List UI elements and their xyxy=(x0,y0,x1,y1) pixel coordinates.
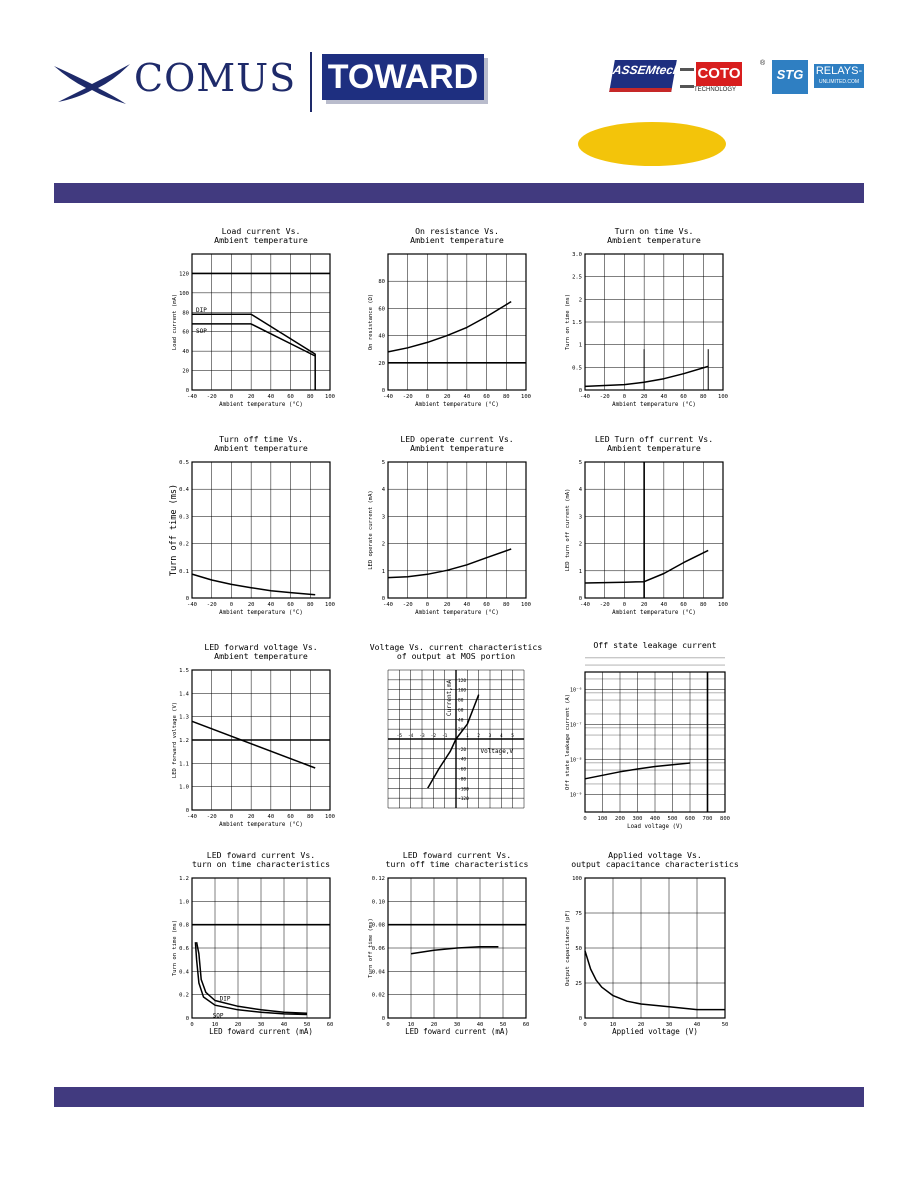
chart-c11 xyxy=(368,850,529,1036)
chart-title: Turn off time Vs. xyxy=(219,434,303,444)
y-tick-label: 0 xyxy=(381,1016,385,1022)
y-tick-label: 2.5 xyxy=(572,274,582,281)
y-tick-label: 2 xyxy=(381,541,385,548)
x-tick-label: 2 xyxy=(477,734,481,739)
x-tick-label: 60 xyxy=(287,602,294,608)
x-tick-label: -40 xyxy=(580,602,590,608)
y-axis-label: Output capacitance (pF) xyxy=(565,909,571,987)
x-tick-label: 40 xyxy=(476,1022,484,1028)
y-tick-label: 75 xyxy=(575,911,582,917)
plot-frame xyxy=(388,462,526,598)
x-tick-label: 40 xyxy=(280,1022,288,1028)
x-tick-label: 400 xyxy=(650,816,660,822)
x-tick-label: 0 xyxy=(622,602,627,608)
y-tick-label: 3 xyxy=(381,514,385,521)
x-tick-label: 100 xyxy=(718,394,728,400)
x-tick-label: 20 xyxy=(234,1022,242,1028)
x-tick-label: -4 xyxy=(407,734,414,739)
series-label: SOP xyxy=(212,1012,224,1020)
x-tick-label: 60 xyxy=(287,394,294,400)
x-tick-label: 60 xyxy=(680,602,687,608)
chart-c6 xyxy=(565,434,728,616)
x-axis-label: Ambient temperature (°C) xyxy=(415,610,499,616)
x-tick-label: 40 xyxy=(660,602,668,608)
y-axis-label: Off state leakage current (A) xyxy=(565,693,571,791)
coto-subtitle: TECHNOLOGY xyxy=(694,87,737,93)
x-tick-label: 80 xyxy=(502,602,510,608)
x-tick-label: 40 xyxy=(463,602,471,608)
x-tick-label: 80 xyxy=(306,602,314,608)
x-tick-label: 20 xyxy=(247,394,255,400)
x-tick-label: -3 xyxy=(419,734,425,739)
x-tick-label: 20 xyxy=(443,602,451,608)
comus-wordmark: COMUS xyxy=(134,56,297,100)
assemtech-wordmark: ASSEMtech xyxy=(609,60,677,92)
y-tick-label: 1 xyxy=(578,568,582,575)
chart-title: LED operate current Vs. xyxy=(400,434,514,444)
x-tick-label: 0 xyxy=(425,602,430,608)
x-tick-label: 50 xyxy=(499,1022,507,1028)
y-tick-label: 10⁻⁷ xyxy=(569,722,582,729)
x-tick-label: 40 xyxy=(267,602,275,608)
y-tick-label: 0 xyxy=(185,596,189,602)
x-tick-label: 30 xyxy=(453,1022,461,1028)
plot-frame xyxy=(388,254,526,390)
series-line xyxy=(192,574,315,595)
y-axis-label: On resistance (Ω) xyxy=(368,293,374,351)
chart-c4 xyxy=(169,434,335,616)
y-tick-label: 80 xyxy=(458,698,464,704)
y-tick-label: 0 xyxy=(381,388,385,394)
y-tick-label: 3.0 xyxy=(572,252,582,258)
y-tick-label: 1.0 xyxy=(179,899,189,906)
chart-title: output capacitance characteristics xyxy=(571,859,739,869)
series-line xyxy=(192,721,315,768)
y-tick-label: 0.8 xyxy=(179,922,189,929)
y-tick-label: 10⁻⁶ xyxy=(569,687,582,694)
y-tick-label: 0.04 xyxy=(371,969,385,976)
chart-c12 xyxy=(565,850,739,1036)
y-tick-label: 1.5 xyxy=(572,320,582,326)
chart-title: of output at MOS portion xyxy=(396,651,516,661)
x-tick-label: -5 xyxy=(396,734,403,739)
y-tick-label: 1.3 xyxy=(179,714,189,721)
y-tick-label: -40 xyxy=(458,757,467,763)
y-tick-label: 40 xyxy=(378,333,385,340)
x-tick-label: 4 xyxy=(499,734,503,739)
y-tick-label: 100 xyxy=(572,876,582,882)
y-tick-label: 1 xyxy=(381,568,385,575)
y-tick-label: 5 xyxy=(381,460,385,466)
y-tick-label: 1.1 xyxy=(179,761,189,768)
y-tick-label: 10⁻⁹ xyxy=(569,792,582,799)
y-tick-label: -20 xyxy=(458,747,467,753)
y-tick-label: 0.3 xyxy=(179,514,189,521)
x-tick-label: 0 xyxy=(583,1022,587,1028)
x-tick-label: 10 xyxy=(211,1022,219,1028)
y-tick-label: 4 xyxy=(381,487,385,494)
chart-title: Voltage Vs. current characteristics xyxy=(369,642,543,652)
x-tick-label: -20 xyxy=(599,394,610,400)
y-tick-label: 0.5 xyxy=(572,365,582,372)
x-tick-label: 0 xyxy=(386,1022,390,1028)
x-tick-label: -20 xyxy=(206,602,217,608)
x-tick-label: 3 xyxy=(488,734,492,739)
y-tick-label: 0.2 xyxy=(179,992,189,999)
y-tick-label: 0.2 xyxy=(179,541,189,548)
chart-c9 xyxy=(565,640,730,830)
x-tick-label: 200 xyxy=(615,816,625,822)
y-tick-label: 20 xyxy=(458,728,464,734)
toward-wordmark: TOWARD xyxy=(327,58,479,96)
y-tick-label: -100 xyxy=(458,787,469,793)
y-tick-label: 50 xyxy=(575,946,582,952)
x-tick-label: 20 xyxy=(637,1022,645,1028)
x-tick-label: 100 xyxy=(325,602,335,608)
plot-frame xyxy=(192,254,330,390)
x-axis-label: LED foward current (mA) xyxy=(405,1027,509,1036)
y-tick-label: 0 xyxy=(185,1016,189,1022)
x-tick-label: 20 xyxy=(430,1022,438,1028)
x-axis-label: Ambient temperature (°C) xyxy=(415,402,499,408)
y-tick-label: 40 xyxy=(182,349,189,356)
coto-wordmark: COTO xyxy=(696,62,742,86)
y-tick-label: 60 xyxy=(182,329,189,336)
y-tick-label: 0.5 xyxy=(179,460,189,466)
y-tick-label: 0.02 xyxy=(371,992,385,999)
y-tick-label: 3 xyxy=(578,514,582,521)
x-axis-label: Ambient temperature (°C) xyxy=(219,610,303,616)
series-line xyxy=(428,695,479,789)
y-tick-label: -80 xyxy=(458,777,467,783)
x-tick-label: 80 xyxy=(699,394,707,400)
y-tick-label: 0 xyxy=(185,808,189,814)
x-tick-label: 20 xyxy=(640,394,648,400)
y-tick-label: 0 xyxy=(185,388,189,394)
x-tick-label: 30 xyxy=(257,1022,265,1028)
x-tick-label: 60 xyxy=(483,602,490,608)
x-tick-label: 80 xyxy=(306,394,314,400)
x-tick-label: 100 xyxy=(597,816,608,822)
y-tick-label: -60 xyxy=(458,767,467,773)
chart-c5 xyxy=(368,434,531,616)
x-tick-label: 800 xyxy=(720,816,730,822)
x-tick-label: -40 xyxy=(383,602,393,608)
chart-c1 xyxy=(172,226,335,408)
x-tick-label: 40 xyxy=(267,814,275,820)
y-tick-label: 0.08 xyxy=(371,922,385,929)
x-tick-label: -40 xyxy=(187,814,197,820)
x-tick-label: 30 xyxy=(665,1022,673,1028)
x-tick-label: -20 xyxy=(402,602,413,608)
chart-title: On resistance Vs. xyxy=(415,226,499,236)
y-tick-label: 2 xyxy=(578,297,582,304)
chart-title: Turn on time Vs. xyxy=(614,226,694,236)
stg-wordmark: STG xyxy=(772,60,808,94)
relays-subtitle: UNLIMITED.COM xyxy=(819,79,859,85)
y-axis-label: Turn on time (ms) xyxy=(565,293,571,351)
y-axis-label: LED turn off current (mA) xyxy=(565,488,571,572)
y-tick-label: 0.06 xyxy=(371,946,385,952)
x-tick-label: -20 xyxy=(206,394,217,400)
y-tick-label: 40 xyxy=(458,718,464,724)
chart-title: Off state leakage current xyxy=(593,640,717,650)
series-label: DIP xyxy=(219,995,231,1003)
x-tick-label: 80 xyxy=(699,602,707,608)
y-tick-label: 120 xyxy=(179,271,189,278)
y-tick-label: 60 xyxy=(378,306,385,313)
y-tick-label: 1.4 xyxy=(179,691,189,698)
x-axis-label: Ambient temperature (°C) xyxy=(219,402,303,408)
x-tick-label: 0 xyxy=(583,816,587,822)
y-tick-label: 0 xyxy=(578,596,582,602)
x-tick-label: 20 xyxy=(247,602,255,608)
x-tick-label: 5 xyxy=(511,734,515,739)
series-label: SOP xyxy=(196,327,207,335)
y-tick-label: 60 xyxy=(458,708,464,714)
y-tick-label: 0.1 xyxy=(179,568,189,575)
chart-c2 xyxy=(368,226,531,408)
x-tick-label: 700 xyxy=(702,816,713,822)
x-tick-label: 20 xyxy=(247,814,255,820)
chart-title: Ambient temperature xyxy=(607,235,701,245)
x-tick-label: 600 xyxy=(685,816,695,822)
y-axis-label: LED operate current (mA) xyxy=(368,490,374,570)
chart-title: Load current Vs. xyxy=(221,226,301,236)
y-tick-label: 0 xyxy=(578,1016,582,1022)
x-tick-label: 80 xyxy=(306,814,314,820)
y-tick-label: 0.6 xyxy=(179,946,189,952)
x-axis-label: Ambient temperature (°C) xyxy=(612,610,696,616)
x-tick-label: 50 xyxy=(721,1022,729,1028)
x-axis-label: Ambient temperature (°C) xyxy=(219,822,303,828)
x-axis-label: Load voltage (V) xyxy=(627,824,683,830)
plot-frame xyxy=(192,462,330,598)
x-tick-label: -40 xyxy=(383,394,393,400)
y-tick-label: 20 xyxy=(378,360,385,367)
x-tick-label: 60 xyxy=(483,394,490,400)
y-axis-label: Turn on time (ms) xyxy=(172,919,178,977)
y-tick-label: 2 xyxy=(578,541,582,548)
series-line xyxy=(195,942,307,1014)
chart-title: Ambient temperature xyxy=(410,235,504,245)
x-axis-label: Voltage,V xyxy=(480,748,514,755)
chart-title: LED foward current Vs. xyxy=(206,850,316,860)
y-axis-label: Load current (mA) xyxy=(172,293,178,351)
y-axis-label: LED forward voltage (V) xyxy=(172,701,178,779)
x-tick-label: 1 xyxy=(465,734,469,739)
y-tick-label: 25 xyxy=(575,981,582,987)
chart-title: Ambient temperature xyxy=(214,235,308,245)
x-tick-label: 500 xyxy=(667,816,678,822)
chart-c10 xyxy=(172,850,333,1036)
chart-title: Applied voltage Vs. xyxy=(608,850,702,860)
x-tick-label: 40 xyxy=(660,394,668,400)
series-line xyxy=(197,942,307,1013)
x-tick-label: 100 xyxy=(521,394,531,400)
x-tick-label: 40 xyxy=(463,394,471,400)
series-line xyxy=(388,302,511,352)
y-tick-label: 1.0 xyxy=(179,784,189,791)
chart-title: Ambient temperature xyxy=(214,651,308,661)
chart-title: turn on time characteristics xyxy=(191,859,331,869)
x-tick-label: 20 xyxy=(443,394,451,400)
x-tick-label: 60 xyxy=(326,1022,334,1028)
x-tick-label: 60 xyxy=(287,814,294,820)
y-axis-label: Current,mA xyxy=(446,679,453,717)
x-tick-label: 10 xyxy=(609,1022,617,1028)
series-line xyxy=(585,366,708,386)
x-tick-label: 300 xyxy=(632,816,643,822)
y-tick-label: 80 xyxy=(182,310,189,317)
series-label: DIP xyxy=(196,307,207,315)
x-tick-label: 100 xyxy=(325,814,335,820)
x-tick-label: 0 xyxy=(229,394,234,400)
x-tick-label: 20 xyxy=(640,602,648,608)
y-tick-label: 0.4 xyxy=(179,969,189,976)
y-tick-label: 100 xyxy=(458,688,467,694)
y-tick-label: 0 xyxy=(381,596,385,602)
y-tick-label: 1.5 xyxy=(179,668,189,674)
x-tick-label: 10 xyxy=(407,1022,415,1028)
y-tick-label: 80 xyxy=(378,279,385,286)
x-tick-label: -40 xyxy=(580,394,590,400)
bottom-band xyxy=(54,1087,864,1107)
x-tick-label: 60 xyxy=(680,394,687,400)
coto-registered-mark: ® xyxy=(760,60,766,67)
x-tick-label: 100 xyxy=(325,394,335,400)
x-tick-label: -40 xyxy=(187,394,197,400)
x-tick-label: 50 xyxy=(303,1022,311,1028)
chart-title: Ambient temperature xyxy=(410,443,504,453)
x-axis-label: Ambient temperature (°C) xyxy=(612,402,696,408)
x-tick-label: -20 xyxy=(402,394,413,400)
y-tick-label: -120 xyxy=(458,797,469,803)
y-tick-label: 10⁻⁸ xyxy=(569,757,582,764)
y-tick-label: 100 xyxy=(179,290,189,297)
x-tick-label: 0 xyxy=(190,1022,194,1028)
y-tick-label: 0.10 xyxy=(371,899,385,906)
chart-title: Ambient temperature xyxy=(214,443,308,453)
series-line xyxy=(585,951,725,1010)
x-tick-label: -20 xyxy=(206,814,217,820)
chart-c8 xyxy=(370,642,543,808)
chart-title: Ambient temperature xyxy=(607,443,701,453)
y-tick-label: 1.2 xyxy=(179,876,189,882)
x-tick-label: 0 xyxy=(425,394,430,400)
x-tick-label: -20 xyxy=(599,602,610,608)
y-tick-label: 5 xyxy=(578,460,582,466)
y-tick-label: 0 xyxy=(578,388,582,394)
series-line xyxy=(585,550,708,583)
y-tick-label: 0.4 xyxy=(179,487,189,494)
relays-wordmark: RELAYS- xyxy=(815,65,863,77)
x-axis-label: Applied voltage (V) xyxy=(612,1027,698,1036)
chart-c3 xyxy=(565,226,728,408)
y-tick-label: 1 xyxy=(578,342,582,349)
y-tick-label: 1.2 xyxy=(179,738,189,744)
chart-title: LED Turn off current Vs. xyxy=(594,434,714,444)
y-axis-label: Turn off time (ms) xyxy=(368,918,374,978)
x-tick-label: -1 xyxy=(441,734,448,739)
y-tick-label: 4 xyxy=(578,487,582,494)
x-tick-label: 0 xyxy=(229,814,234,820)
series-line xyxy=(388,549,511,578)
x-tick-label: 40 xyxy=(693,1022,701,1028)
y-axis-label: Turn off time (ms) xyxy=(169,483,179,577)
chart-title: turn off time characteristics xyxy=(385,859,529,869)
x-tick-label: -2 xyxy=(430,734,437,739)
x-tick-label: 80 xyxy=(502,394,510,400)
x-tick-label: 0 xyxy=(229,602,234,608)
x-tick-label: 40 xyxy=(267,394,275,400)
chart-c7 xyxy=(172,642,335,828)
x-tick-label: 100 xyxy=(521,602,531,608)
x-axis-label: LED foward current (mA) xyxy=(209,1027,313,1036)
chart-title: LED forward voltage Vs. xyxy=(204,642,318,652)
y-tick-label: 20 xyxy=(182,368,189,375)
chart-title: LED foward current Vs. xyxy=(402,850,512,860)
x-tick-label: 60 xyxy=(522,1022,530,1028)
x-tick-label: 100 xyxy=(718,602,728,608)
y-tick-label: 0.12 xyxy=(371,876,385,882)
x-tick-label: -40 xyxy=(187,602,197,608)
x-tick-label: 0 xyxy=(622,394,627,400)
y-tick-label: 120 xyxy=(458,678,467,684)
